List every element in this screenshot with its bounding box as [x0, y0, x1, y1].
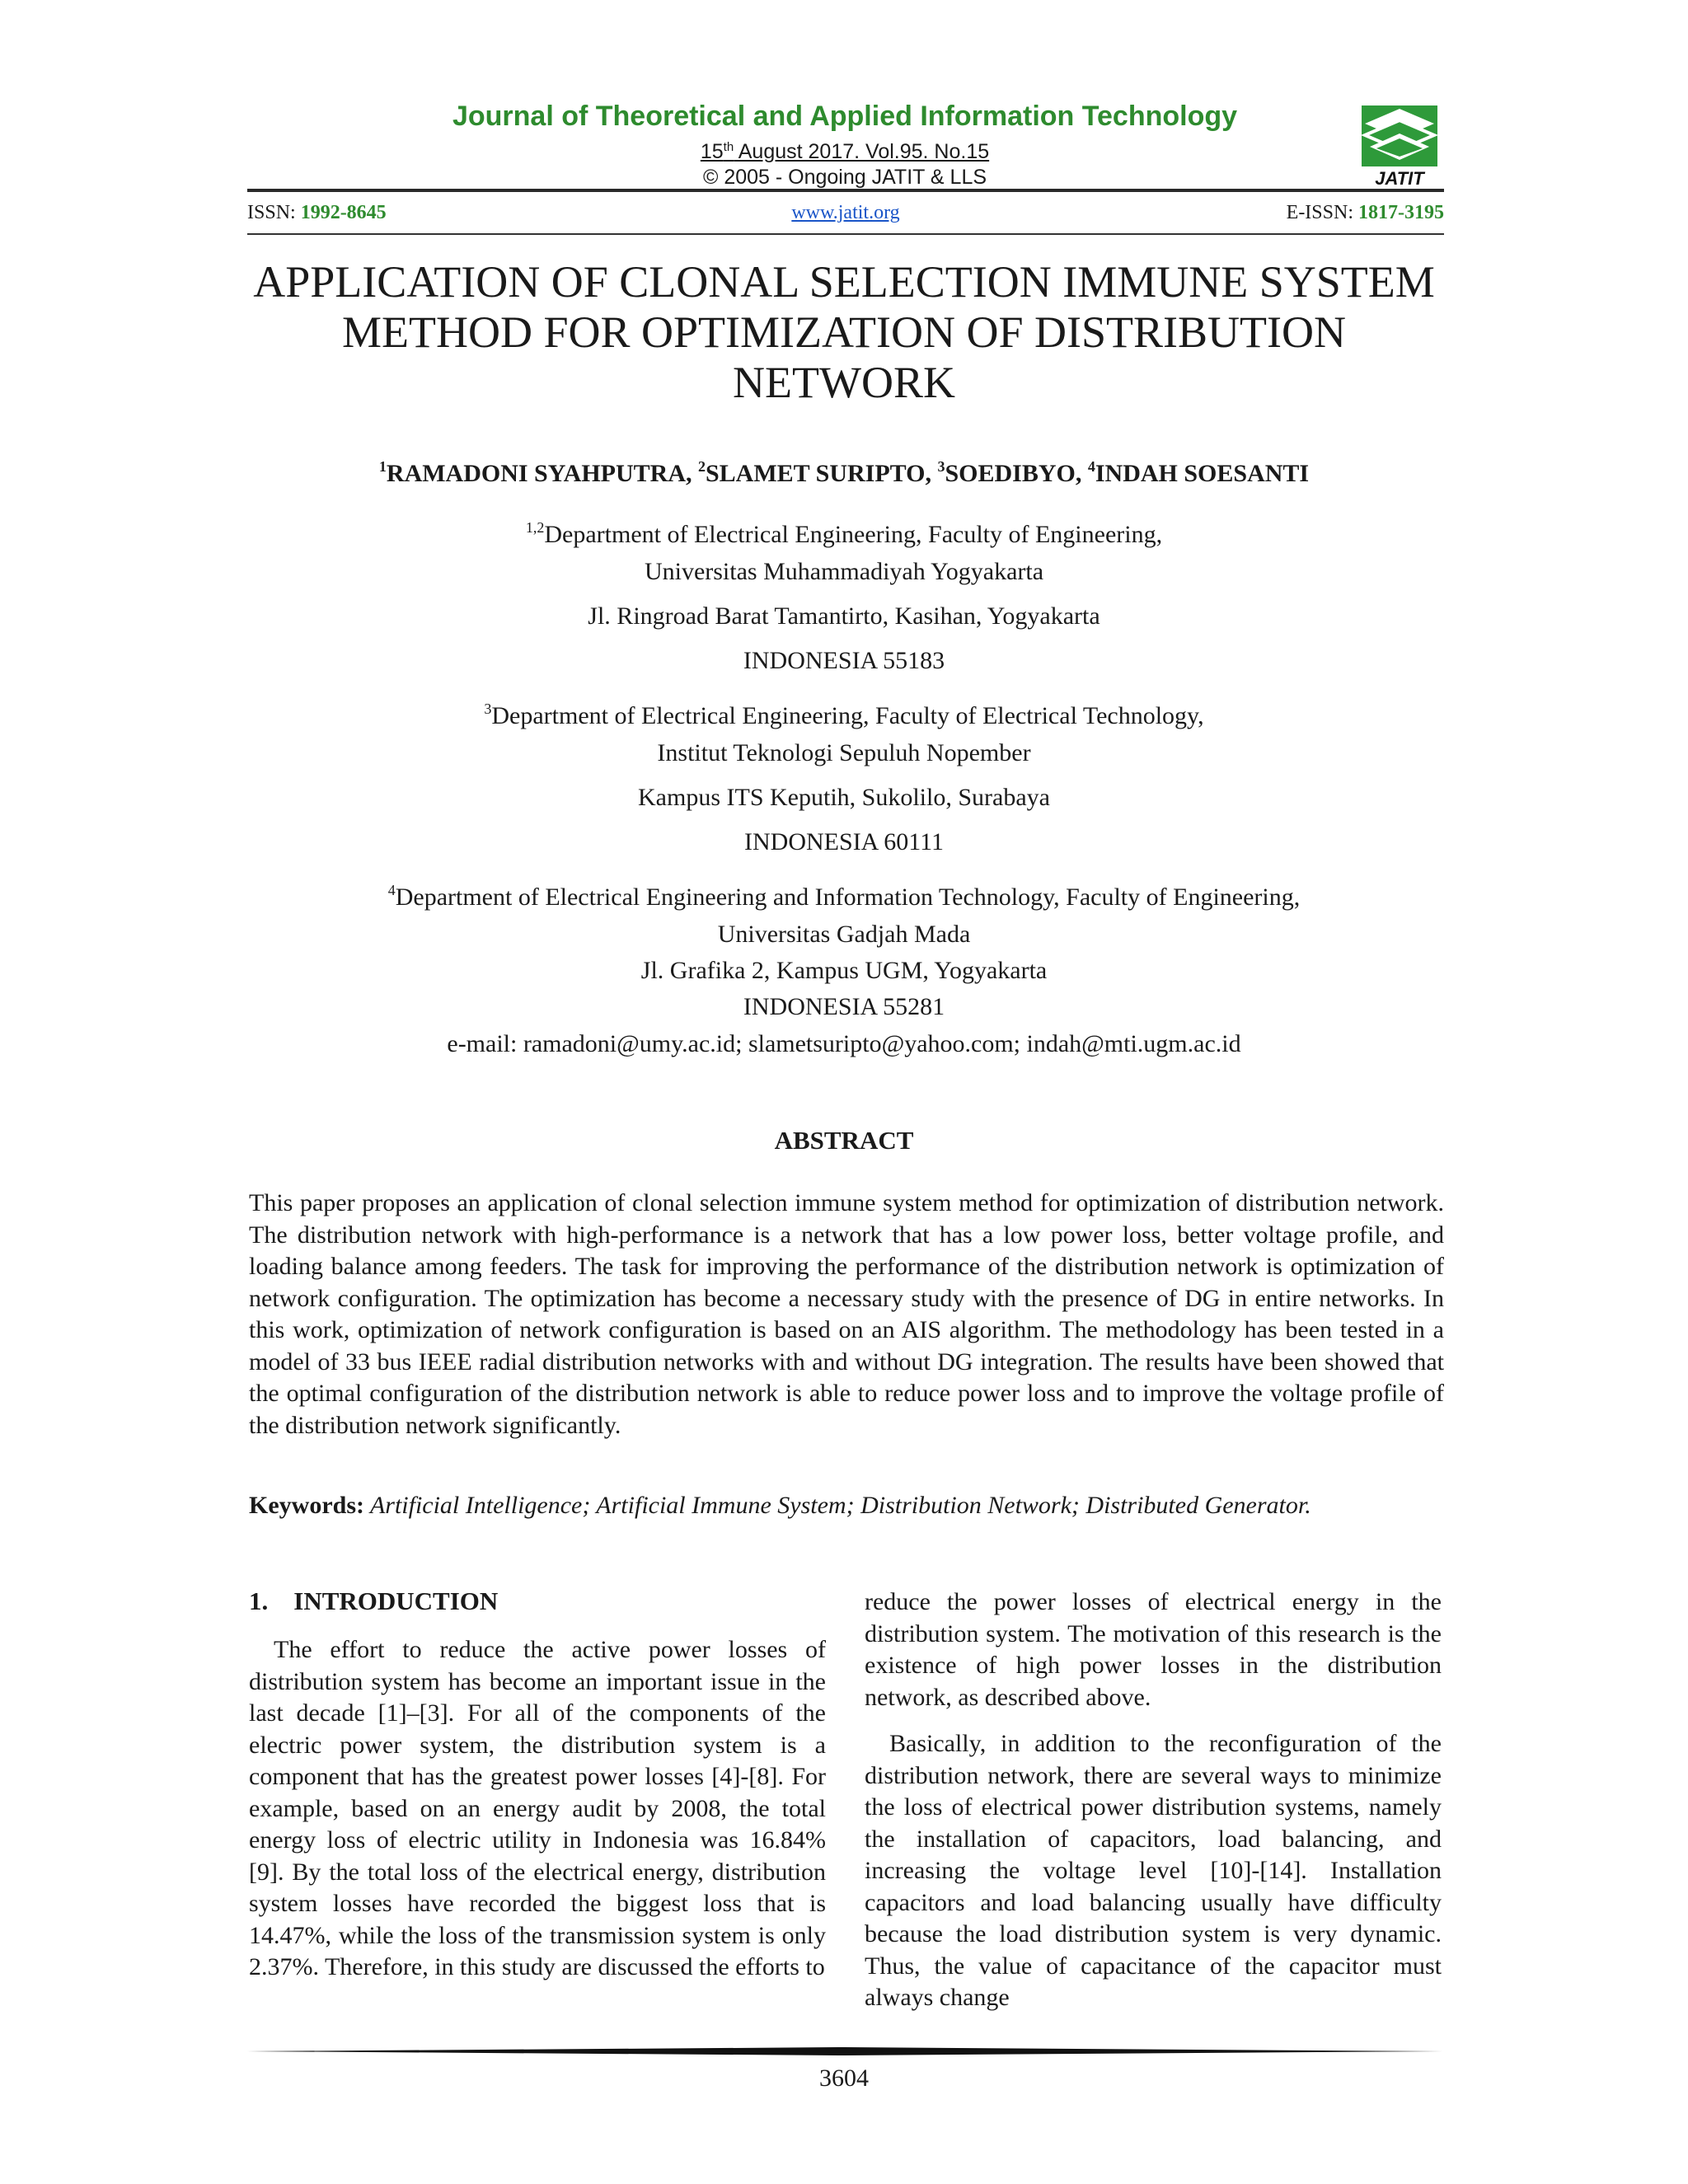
issn-rule	[247, 233, 1444, 235]
eissn: E-ISSN: 1817-3195	[1286, 202, 1444, 223]
affiliation-1-line-3: Jl. Ringroad Barat Tamantirto, Kasihan, Yogyakarta	[588, 602, 1100, 630]
journal-header	[247, 97, 1442, 190]
affiliation-2-line-1: $^3$Department of Electrical Engineering, Faculty of Electrical Technology,	[484, 701, 1204, 729]
keywords: Keywords: Artificial Intelligence; Artificial Immune System; Distribution Network; Distributed Generator.	[249, 1492, 1311, 1519]
affiliation-1-line-2: Universitas Muhammadiyah Yogyakarta	[644, 558, 1044, 585]
affiliation-3-line-4: INDONESIA 55281	[743, 993, 945, 1020]
footer-rule	[247, 2047, 1442, 2055]
issn-row	[247, 202, 1444, 230]
affiliation-3-line-2: Universitas Gadjah Mada	[717, 921, 971, 948]
abstract-text: This paper proposes an application of clonal selection immune system method for optimization of distribution network. The distribution network with high-performance is a network that has a low power loss, better voltage profile, and loading balance among feeders. The task for improving the performance of the distribution network is optimization of network configuration. The optimization has become a necessary study with the presence of DG in entire networks. In this work, optimization of network configuration is based on an AIS algorithm. The methodology has been tested in a model of 33 bus IEEE radial distribution networks with and without DG integration. The results have been showed that the optimal configuration of the distribution network is able to reduce power loss and to improve the voltage profile of the distribution network significantly.	[249, 1189, 1444, 1439]
affiliation-1-line-1: $^{1,2}$Department of Electrical Engineering, Faculty of Engineering,	[525, 519, 1163, 548]
affiliation-2-line-2: Institut Teknologi Sepuluh Nopember	[657, 739, 1031, 766]
page-number: 3604	[819, 2064, 869, 2092]
right-column	[865, 1586, 1442, 2014]
affiliation-1-line-4: INDONESIA 55183	[743, 647, 945, 674]
header-rule	[247, 189, 1444, 192]
intro-paragraph-1: The effort to reduce the active power losses of distribution system has become an important issue in the last decade [1]–[3]. For all of the components of the electric power system, the distribution system is a component that has the greatest power losses [4]-[8]. For example, based on an energy audit by 2008, the total energy loss of electric utility in Indonesia was 16.84% [9]. By the total loss of the electrical energy, distribution system losses have recorded the biggest loss that is 14.47%, while the loss of the transmission system is only 2.37%. Therefore, in this study are discussed the efforts to	[249, 1636, 826, 1980]
paper-title: APPLICATION OF CLONAL SELECTION IMMUNE SYSTEM METHOD FOR OPTIMIZATION OF DISTRIBUTION NETWORK	[253, 257, 1435, 407]
left-column	[249, 1634, 826, 1984]
logo-text: JATIT	[1375, 168, 1424, 188]
affiliation-3-line-1: $^4$Department of Electrical Engineering and Information Technology, Faculty of Engineering,	[387, 882, 1301, 911]
journal-copyright: © 2005 - Ongoing JATIT & LLS	[702, 166, 987, 189]
journal-title: Journal of Theoretical and Applied Information Technology	[452, 101, 1238, 132]
affiliation-2-line-4: INDONESIA 60111	[744, 828, 944, 855]
author-list: $^1$RAMADONI SYAHPUTRA, $^2$SLAMET SURIPTO, $^3$SOEDIBYO, $^4$INDAH SOESANTI	[378, 458, 1310, 487]
journal-issue: 15th August 2017. Vol.95. No.15	[700, 140, 990, 163]
intro-paragraph-2: reduce the power losses of electrical energy in the distribution system. The motivation of this research is the existence of high power losses in the distribution network, as described above.	[865, 1588, 1442, 1711]
issn: ISSN: 1992-8645	[247, 202, 387, 223]
affiliation-2-line-3: Kampus ITS Keputih, Sukolilo, Surabaya	[638, 784, 1050, 811]
author-emails: e-mail: ramadoni@umy.ac.id; slametsuripto@yahoo.com; indah@mti.ugm.ac.id	[447, 1030, 1241, 1057]
section-heading-introduction: 1. INTRODUCTION	[249, 1586, 499, 1615]
intro-paragraph-3: Basically, in addition to the reconfiguration of the distribution network, there are several ways to minimize the loss of electrical power distribution systems, namely the installation of capacitors, load balancing, and increasing the voltage level [10]-[14]. Installation capacitors and load balancing usually have difficulty because the load distribution system is very dynamic. Thus, the value of capacitance of the capacitor must always change	[865, 1730, 1442, 2011]
abstract-heading: ABSTRACT	[774, 1126, 914, 1155]
jatit-logo	[1358, 105, 1441, 188]
affiliation-3-line-3: Jl. Grafika 2, Kampus UGM, Yogyakarta	[640, 957, 1048, 984]
website-link[interactable]: www.jatit.org	[791, 202, 900, 223]
